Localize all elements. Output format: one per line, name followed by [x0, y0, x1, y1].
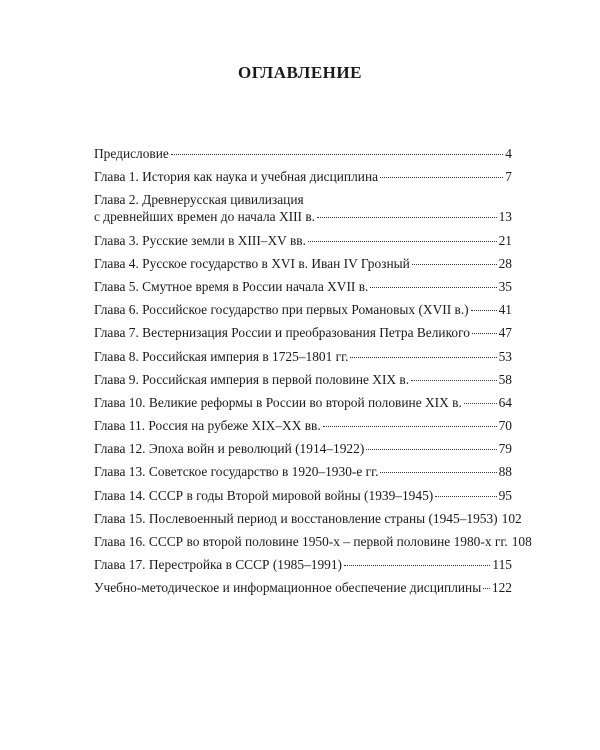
toc-entry-title: Глава 8. Российская империя в 1725–1801 гг.: [94, 348, 349, 364]
toc-entry-title: Глава 13. Советское государство в 1920–1930-е гг.: [94, 464, 379, 480]
page-title: ОГЛАВЛЕНИЕ: [238, 63, 362, 82]
toc-entry-page: 41: [498, 302, 512, 318]
dot-leader: [317, 205, 497, 218]
toc-entry-title: Глава 6. Российское государство при первых Романовых (XVII в.): [94, 302, 469, 318]
toc-entry[interactable]: [94, 463, 512, 480]
toc-entry[interactable]: [94, 533, 532, 550]
toc-entry-title: Глава 11. Россия на рубеже XIX–XX вв.: [94, 418, 321, 434]
toc-entry-title: Глава 10. Великие реформы в России во второй половине XIX в.: [94, 394, 462, 410]
dot-leader: [350, 345, 496, 358]
dot-leader: [308, 229, 497, 242]
toc-entry[interactable]: [94, 145, 512, 162]
dot-leader: [323, 414, 497, 427]
toc-entry-page: 21: [498, 232, 512, 248]
dot-leader: [471, 298, 497, 311]
toc-entry-page: 35: [498, 278, 512, 294]
dot-leader: [435, 484, 496, 497]
toc-entry-page: 108: [511, 534, 532, 549]
toc-entry-title-line1: Глава 2. Древнерусская цивилизация: [94, 192, 304, 208]
toc-entry-title: с древнейших времен до начала XIII в.: [94, 209, 316, 225]
toc-entry-page: 70: [498, 418, 512, 434]
toc-entry-page: 4: [505, 146, 512, 161]
toc-entry-page: 115: [492, 557, 512, 573]
toc-entry[interactable]: [94, 440, 512, 457]
toc-entry-page: 7: [505, 169, 512, 185]
toc-entry-title: Глава 16. СССР во второй половине 1950-х – первой половине 1980-х гг.: [94, 534, 508, 549]
toc-entry[interactable]: [94, 168, 512, 185]
dot-leader: [412, 252, 497, 265]
toc-entry-title: Глава 12. Эпоха войн и революций (1914–1922): [94, 441, 365, 457]
toc-entry-title: Глава 14. СССР в годы Второй мировой войны (1939–1945): [94, 487, 434, 503]
toc-entry-page: 88: [498, 464, 512, 480]
toc-entry[interactable]: [94, 301, 512, 318]
toc-entry[interactable]: [94, 510, 522, 527]
toc-entry-page: 58: [498, 371, 512, 387]
dot-leader: [171, 142, 503, 155]
toc-entry[interactable]: [94, 278, 512, 295]
toc-entry[interactable]: [94, 324, 512, 341]
toc-entry-title: Глава 3. Русские земли в XIII–XV вв.: [94, 232, 306, 248]
toc-entry-page: 53: [498, 348, 512, 364]
toc-entry[interactable]: [94, 255, 512, 272]
toc-entry[interactable]: [94, 348, 512, 365]
toc-entry-title: Глава 15. Послевоенный период и восстановление страны (1945–1953): [94, 510, 498, 526]
toc-entry-page: 64: [498, 394, 512, 410]
toc-entry-title: Глава 7. Вестернизация России и преобразования Петра Великого: [94, 325, 470, 341]
toc-entry-title: Учебно-методическое и информационное обеспечение дисциплины: [94, 580, 482, 596]
toc-entry-page: 47: [498, 325, 512, 341]
toc-entry[interactable]: [94, 417, 512, 434]
dot-leader: [344, 553, 490, 566]
toc-entry-page: 95: [498, 487, 512, 503]
dot-leader: [483, 576, 490, 589]
toc-entry-page: 13: [498, 209, 512, 225]
dot-leader: [464, 391, 497, 404]
toc-entry-title: Предисловие: [94, 146, 169, 161]
toc-entry-page: 28: [498, 255, 512, 271]
toc-entry[interactable]: [94, 371, 512, 388]
dot-leader: [370, 275, 496, 288]
toc-entry-title: Глава 9. Российская империя в первой половине XIX в.: [94, 371, 410, 387]
toc-entry[interactable]: [94, 579, 512, 596]
dot-leader: [366, 437, 496, 450]
dot-leader: [380, 460, 496, 473]
dot-leader: [380, 165, 503, 178]
toc-entry-title: Глава 4. Русское государство в XVI в. Иван IV Грозный: [94, 255, 410, 271]
toc-entry-page: 79: [498, 441, 512, 457]
toc-entry[interactable]: [94, 394, 512, 411]
toc-entry-title: Глава 5. Смутное время в России начала XVII в.: [94, 278, 369, 294]
dot-leader: [411, 368, 497, 381]
toc-entry-page: 102: [501, 510, 522, 526]
toc-entry[interactable]: [94, 232, 512, 249]
toc-entry-page: 122: [491, 580, 512, 596]
toc-entry-title: Глава 17. Перестройка в СССР (1985–1991): [94, 557, 343, 573]
table-of-contents: [94, 145, 532, 603]
dot-leader: [472, 321, 497, 334]
toc-entry[interactable]: [94, 556, 512, 573]
toc-entry[interactable]: [94, 191, 512, 225]
toc-entry-title: Глава 1. История как наука и учебная дисциплина: [94, 169, 379, 185]
toc-entry[interactable]: [94, 487, 512, 504]
